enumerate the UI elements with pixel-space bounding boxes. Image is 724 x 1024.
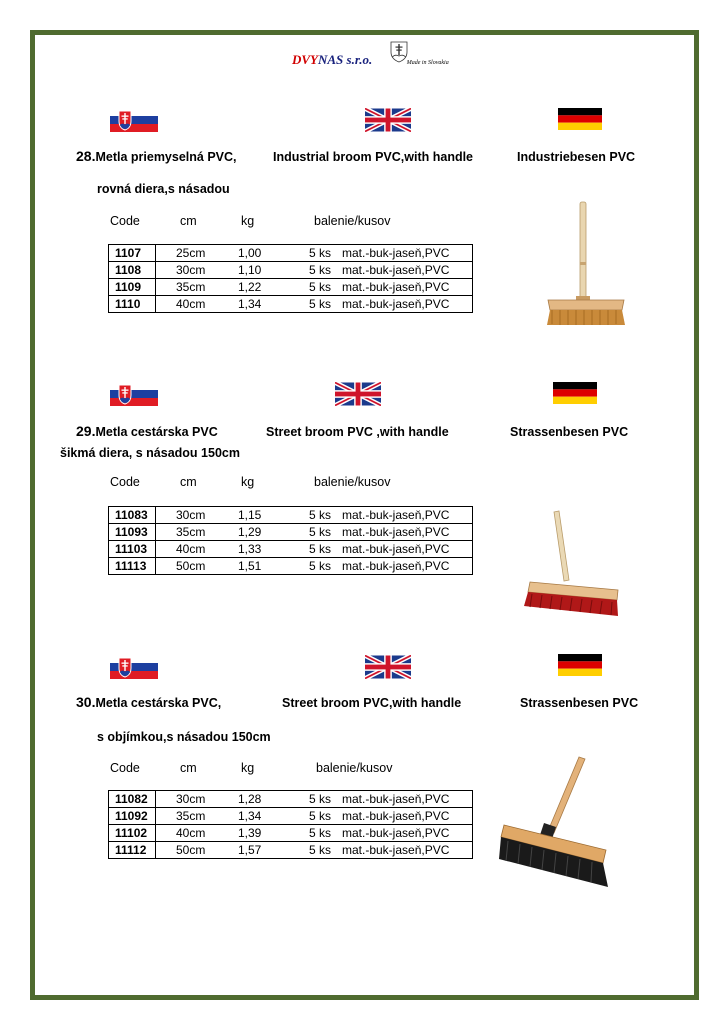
- german-flag-icon: [558, 652, 602, 678]
- table-cell: 1,39: [233, 825, 293, 842]
- table-cell: 25cm: [176, 246, 206, 260]
- table-cell: 5 ks: [309, 246, 332, 260]
- table-cell: 40cm: [156, 825, 234, 842]
- table-cell: 1,57: [233, 842, 293, 859]
- product-subtitle: rovná diera,s násadou: [97, 182, 230, 196]
- spec-table: [108, 790, 473, 859]
- table-cell: 35cm: [156, 808, 234, 825]
- product-title-en: Industrial broom PVC,with handle: [273, 150, 474, 164]
- col-kg: kg: [241, 214, 255, 228]
- uk-flag-icon: [365, 108, 411, 132]
- table-cell: 50cm: [156, 842, 234, 859]
- german-flag-icon: [553, 380, 597, 406]
- product-subtitle: šikmá diera, s násadou 150cm: [60, 446, 240, 460]
- table-cell: 1,15: [238, 508, 262, 522]
- table-row: [109, 262, 473, 279]
- table-cell: mat.-buk-jaseň,PVC: [342, 558, 473, 575]
- table-row: [109, 842, 473, 859]
- table-cell: 11093: [109, 524, 156, 541]
- col-kg: kg: [241, 475, 255, 489]
- table-cell: 1,00: [238, 246, 262, 260]
- table-row: [109, 558, 473, 575]
- table-cell: 30cm: [176, 792, 206, 806]
- product-title-en: Street broom PVC ,with handle: [266, 425, 449, 439]
- table-cell: 5 ks: [293, 524, 342, 541]
- product-title-de: Industriebesen PVC: [517, 150, 636, 164]
- col-cm: cm: [180, 761, 197, 775]
- table-row: [109, 245, 473, 262]
- table-cell: 30cm: [156, 262, 234, 279]
- table-cell: 40cm: [156, 296, 234, 313]
- col-pack: balenie/kusov: [316, 761, 393, 775]
- brand-name-red: DVY: [292, 52, 318, 67]
- table-cell: 1107: [109, 245, 156, 262]
- made-in-label: Made in Slovakia: [406, 60, 449, 66]
- product-subtitle: s objímkou,s násadou 150cm: [97, 730, 271, 744]
- table-cell: 11112: [109, 842, 156, 859]
- table-cell: mat.-buk-jaseň,PVC: [342, 508, 450, 522]
- table-row: [109, 296, 473, 313]
- spec-table: [108, 244, 473, 313]
- table-cell: 5 ks: [293, 279, 342, 296]
- table-cell: 5 ks: [293, 296, 342, 313]
- table-cell: 1,10: [233, 262, 293, 279]
- table-cell: 50cm: [156, 558, 234, 575]
- col-code: Code: [110, 214, 140, 228]
- table-cell: 5 ks: [293, 825, 342, 842]
- german-flag-icon: [558, 106, 602, 132]
- table-row: [109, 808, 473, 825]
- table-cell: mat.-buk-jaseň,PVC: [342, 262, 473, 279]
- product-title-de: Strassenbesen PVC: [520, 696, 639, 710]
- table-cell: 1,34: [233, 296, 293, 313]
- table-cell: 5 ks: [309, 508, 332, 522]
- table-cell: 11083: [109, 507, 156, 524]
- slovak-flag-icon: [110, 382, 158, 406]
- table-cell: 11102: [109, 825, 156, 842]
- table-cell: 11103: [109, 541, 156, 558]
- company-header: [292, 52, 449, 68]
- table-cell: 30cm: [176, 508, 206, 522]
- table-cell: mat.-buk-jaseň,PVC: [342, 808, 473, 825]
- table-cell: 1,22: [233, 279, 293, 296]
- street-broom-black-image: [496, 755, 621, 895]
- table-cell: 1110: [109, 296, 156, 313]
- table-cell: 11092: [109, 808, 156, 825]
- col-code: Code: [110, 475, 140, 489]
- col-code: Code: [110, 761, 140, 775]
- slovak-crest-icon: [390, 41, 408, 63]
- table-row: [109, 524, 473, 541]
- table-cell: 1109: [109, 279, 156, 296]
- table-cell: mat.-buk-jaseň,PVC: [342, 541, 473, 558]
- table-cell: 5 ks: [293, 262, 342, 279]
- product-title-de: Strassenbesen PVC: [510, 425, 629, 439]
- table-cell: 5 ks: [293, 558, 342, 575]
- product-title-sk: 28.Metla priemyselná PVC,: [76, 148, 237, 164]
- table-row: [109, 791, 473, 808]
- table-cell: 5 ks: [293, 541, 342, 558]
- slovak-flag-icon: [110, 108, 158, 132]
- product-title-sk: 30.Metla cestárska PVC,: [76, 694, 222, 710]
- table-cell: 1,34: [233, 808, 293, 825]
- uk-flag-icon: [365, 655, 411, 679]
- product-title-sk: 29.Metla cestárska PVC: [76, 423, 218, 439]
- table-cell: mat.-buk-jaseň,PVC: [342, 246, 450, 260]
- table-cell: 5 ks: [293, 842, 342, 859]
- industrial-broom-image: [540, 200, 630, 330]
- table-cell: 5 ks: [293, 808, 342, 825]
- table-cell: mat.-buk-jaseň,PVC: [342, 524, 473, 541]
- table-cell: mat.-buk-jaseň,PVC: [342, 825, 473, 842]
- col-cm: cm: [180, 214, 197, 228]
- table-cell: 1108: [109, 262, 156, 279]
- table-cell: 40cm: [156, 541, 234, 558]
- table-row: [109, 541, 473, 558]
- spec-table: [108, 506, 473, 575]
- table-cell: 11082: [109, 791, 156, 808]
- product-title-en: Street broom PVC,with handle: [282, 696, 462, 710]
- table-cell: 35cm: [156, 524, 234, 541]
- brand-name: NAS s.r.o.: [318, 52, 373, 67]
- slovak-flag-icon: [110, 655, 158, 679]
- uk-flag-icon: [335, 382, 381, 406]
- col-cm: cm: [180, 475, 197, 489]
- table-cell: mat.-buk-jaseň,PVC: [342, 296, 473, 313]
- table-row: [109, 507, 473, 524]
- street-broom-red-image: [518, 510, 628, 620]
- col-pack: balenie/kusov: [314, 214, 391, 228]
- table-cell: 1,51: [233, 558, 293, 575]
- table-cell: 1,28: [238, 792, 262, 806]
- table-cell: 1,33: [233, 541, 293, 558]
- col-kg: kg: [241, 761, 255, 775]
- table-cell: 11113: [109, 558, 156, 575]
- col-pack: balenie/kusov: [314, 475, 391, 489]
- table-cell: mat.-buk-jaseň,PVC: [342, 279, 473, 296]
- table-row: [109, 279, 473, 296]
- table-cell: 35cm: [156, 279, 234, 296]
- table-row: [109, 825, 473, 842]
- table-cell: mat.-buk-jaseň,PVC: [342, 842, 473, 859]
- table-cell: mat.-buk-jaseň,PVC: [342, 792, 450, 806]
- table-cell: 5 ks: [309, 792, 332, 806]
- table-cell: 1,29: [233, 524, 293, 541]
